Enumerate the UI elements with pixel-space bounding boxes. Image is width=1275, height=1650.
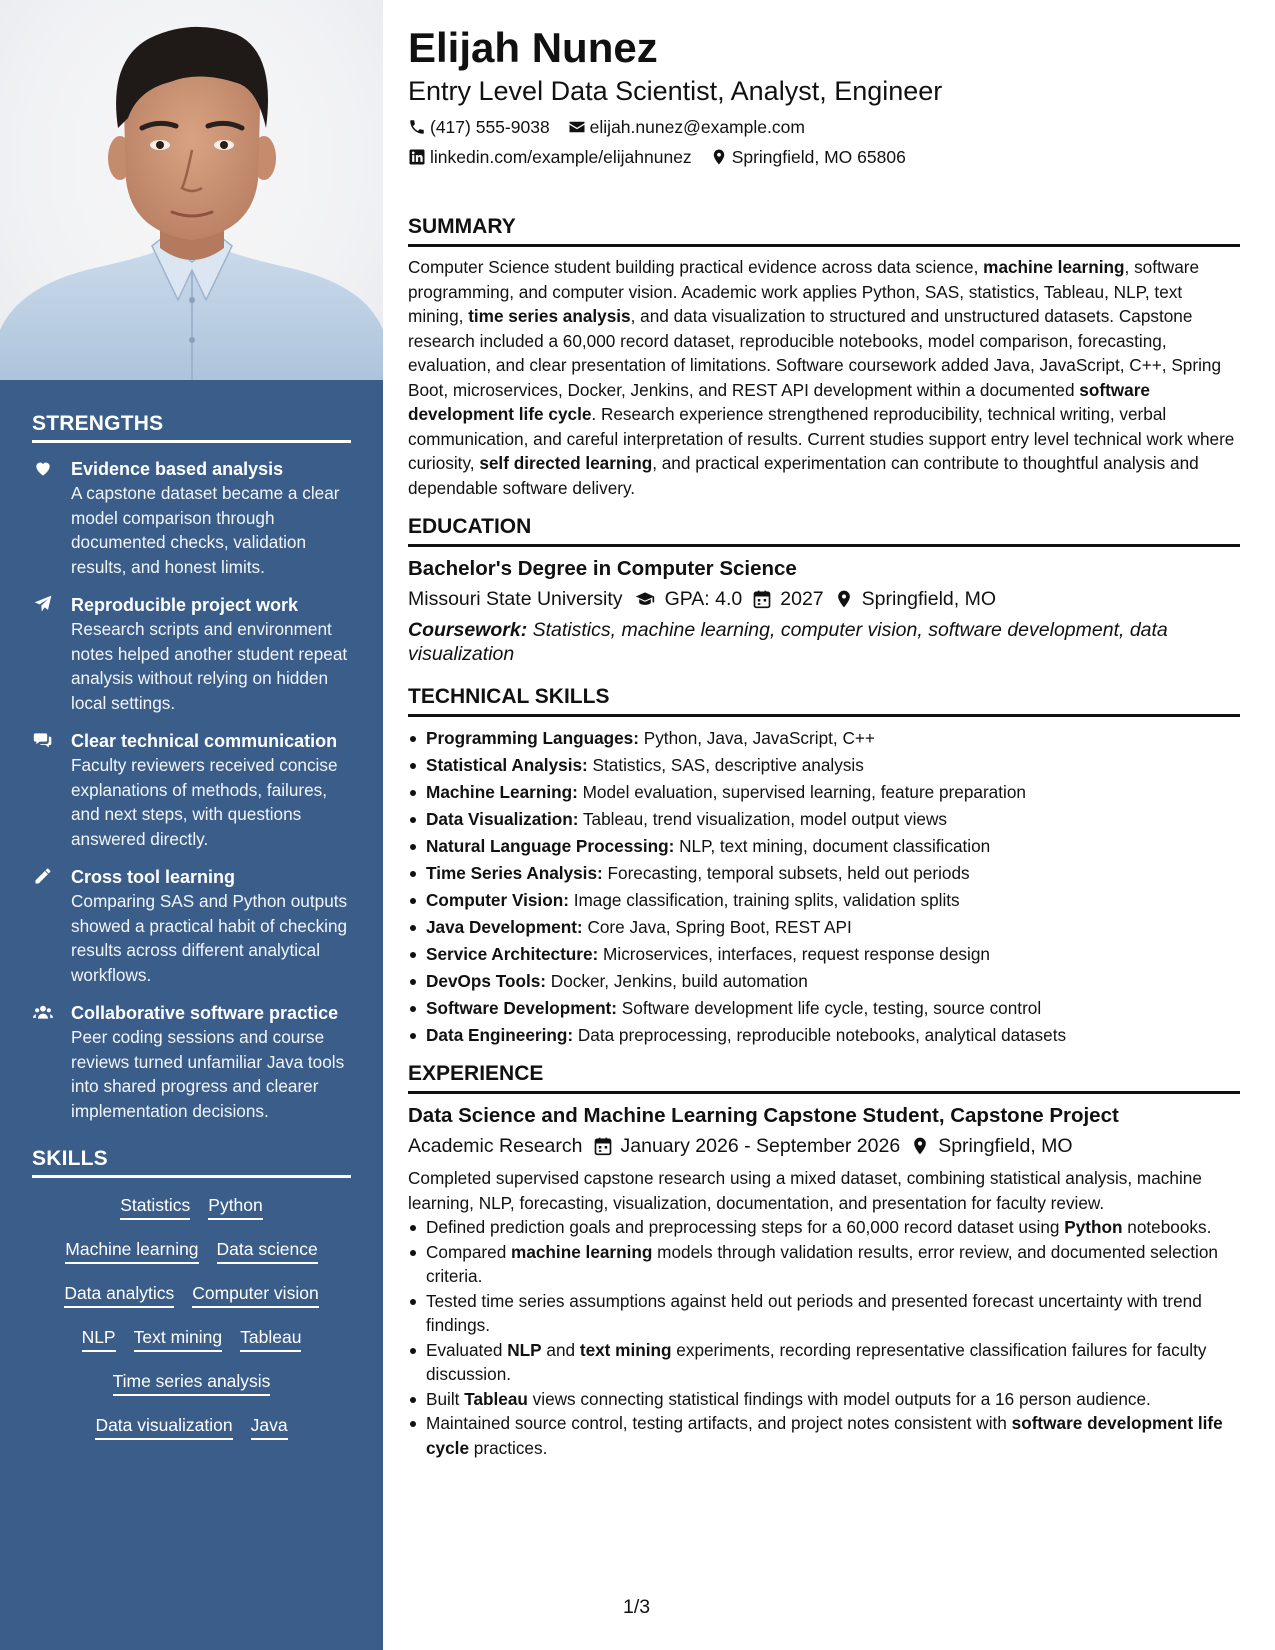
profile-photo bbox=[0, 0, 383, 380]
summary-keyword: time series analysis bbox=[468, 306, 631, 326]
skill-values: Tableau, trend visualization, model output views bbox=[578, 809, 947, 829]
users-icon bbox=[32, 1002, 54, 1022]
strength-title: Reproducible project work bbox=[71, 595, 299, 615]
strength-item bbox=[32, 865, 351, 987]
technical-skills-heading: TECHNICAL SKILLS bbox=[408, 684, 1240, 717]
experience-bullet bbox=[408, 1215, 1240, 1240]
coursework-label: Coursework: bbox=[408, 619, 528, 641]
technical-skill-item bbox=[408, 752, 1240, 779]
skill-category: Data Engineering: bbox=[426, 1025, 574, 1045]
candidate-title: Entry Level Data Scientist, Analyst, Engineer bbox=[408, 76, 943, 106]
summary-fragment: Computer Science student building practical evidence across data science, bbox=[408, 257, 984, 277]
candidate-name: Elijah Nunez bbox=[408, 24, 658, 71]
skill-chip: Data analytics bbox=[64, 1282, 174, 1308]
bullet-keyword: text mining bbox=[579, 1339, 672, 1360]
paper-plane-icon bbox=[32, 594, 54, 614]
map-marker-icon bbox=[910, 1136, 930, 1156]
skills-heading: SKILLS bbox=[32, 1147, 351, 1178]
strength-title: Collaborative software practice bbox=[71, 1003, 339, 1023]
bullet-fragment: Maintained source control, testing artifacts, and project notes consistent with bbox=[426, 1413, 1012, 1433]
summary-heading: SUMMARY bbox=[408, 214, 1240, 247]
job-meta bbox=[408, 1132, 1240, 1160]
summary-fragment: , and practical experimentation can contribute to thoughtful analysis and dependable software delivery. bbox=[408, 453, 1199, 498]
technical-skill-item bbox=[408, 968, 1240, 995]
bullet-fragment: Built bbox=[426, 1388, 465, 1409]
coursework bbox=[408, 618, 1240, 666]
bullet-keyword: NLP bbox=[507, 1339, 542, 1360]
summary-section bbox=[408, 214, 1240, 500]
email-text: elijah.nunez@example.com bbox=[589, 117, 805, 137]
degree-title: Bachelor's Degree in Computer Science bbox=[408, 557, 797, 580]
technical-skill-item bbox=[408, 887, 1240, 914]
experience-bullet bbox=[408, 1411, 1240, 1460]
job-dates-text: January 2026 - September 2026 bbox=[620, 1135, 901, 1157]
job-dates-item bbox=[593, 1132, 901, 1160]
skill-category: Natural Language Processing: bbox=[426, 836, 675, 856]
strengths-heading: STRENGTHS bbox=[32, 412, 351, 443]
skill-category: Time Series Analysis: bbox=[426, 863, 603, 883]
bullet-fragment: Evaluated bbox=[426, 1339, 508, 1360]
bullet-fragment: models through validation results, error review, and documented selection criteria. bbox=[426, 1241, 1218, 1286]
summary-text bbox=[408, 255, 1240, 500]
technical-skill-item bbox=[408, 995, 1240, 1022]
skill-row bbox=[32, 1282, 351, 1308]
strength-body: Comparing SAS and Python outputs showed a practical habit of checking results across different analytical workflows. bbox=[71, 891, 348, 985]
job-location-text: Springfield, MO bbox=[938, 1135, 1073, 1157]
experience-heading: EXPERIENCE bbox=[408, 1061, 1240, 1094]
location-text: Springfield, MO 65806 bbox=[731, 147, 906, 167]
job-description: Completed supervised capstone research using a mixed dataset, combining statistical analysis, machine learning, NLP, forecasting, visualization, documentation, and presentation for faculty review. bbox=[408, 1168, 1202, 1213]
strength-body: Peer coding sessions and course reviews turned unfamiliar Java tools into shared progress and clearer implementation decisions. bbox=[71, 1027, 345, 1121]
sidebar bbox=[0, 0, 383, 1650]
education-meta bbox=[408, 585, 1240, 613]
map-marker-icon bbox=[834, 589, 854, 609]
bullet-fragment: experiments, recording representative classification failures for faculty discussion. bbox=[426, 1339, 1207, 1384]
edu-location-text: Springfield, MO bbox=[861, 588, 997, 610]
skill-values: Image classification, training splits, validation splits bbox=[568, 890, 960, 910]
summary-keyword: software development life cycle bbox=[408, 379, 1150, 424]
strength-title: Evidence based analysis bbox=[71, 459, 284, 479]
email-contact[interactable] bbox=[568, 116, 805, 138]
heart-icon bbox=[32, 458, 54, 478]
contact-row-2 bbox=[408, 146, 1240, 168]
strength-item bbox=[32, 593, 351, 715]
technical-skill-item bbox=[408, 806, 1240, 833]
strength-title: Clear technical communication bbox=[71, 731, 338, 751]
skill-values: Core Java, Spring Boot, REST API bbox=[582, 917, 852, 937]
skill-values: Data preprocessing, reproducible notebooks, analytical datasets bbox=[573, 1025, 1067, 1045]
skill-row bbox=[32, 1238, 351, 1264]
summary-fragment: , software programming, and computer vision. Academic work applies Python, SAS, statistics, Tableau, NLP, text mining, bbox=[408, 257, 1200, 326]
skill-category: DevOps Tools: bbox=[426, 971, 547, 991]
technical-skill-item bbox=[408, 833, 1240, 860]
calendar-icon bbox=[752, 589, 772, 609]
year-item bbox=[752, 585, 823, 613]
location-contact bbox=[710, 146, 906, 168]
skill-values: Statistics, SAS, descriptive analysis bbox=[587, 755, 864, 775]
bullet-fragment: practices. bbox=[469, 1437, 548, 1458]
skill-chip: Machine learning bbox=[65, 1238, 198, 1264]
skill-values: Model evaluation, supervised learning, feature preparation bbox=[577, 782, 1026, 802]
contact-row-1 bbox=[408, 116, 1240, 138]
strength-item bbox=[32, 729, 351, 851]
bullet-fragment: notebooks. bbox=[1122, 1217, 1212, 1237]
school-name bbox=[408, 585, 623, 613]
education-section bbox=[408, 514, 1240, 666]
school-text: Missouri State University bbox=[408, 588, 623, 610]
technical-skill-item bbox=[408, 914, 1240, 941]
coursework-text: Statistics, machine learning, computer vision, software development, data visualization bbox=[408, 619, 1168, 665]
technical-skill-item bbox=[408, 1022, 1240, 1049]
summary-fragment: , and data visualization to structured and unstructured datasets. Capstone research included a 60,000 record dataset, reproducible notebooks, model comparison, forecasting, evaluation, and clear presentation of limitations. Software coursework added Java, JavaScript, C++, Spring Boot, microservices, Docker, Jenkins, and REST API development within a documented bbox=[408, 306, 1222, 400]
summary-keyword: self directed learning bbox=[479, 453, 653, 473]
strength-title: Cross tool learning bbox=[71, 867, 236, 887]
technical-skills-list bbox=[408, 725, 1240, 1049]
technical-skill-item bbox=[408, 725, 1240, 752]
technical-skill-item bbox=[408, 941, 1240, 968]
skill-row bbox=[32, 1414, 351, 1440]
skill-chip: Time series analysis bbox=[113, 1370, 271, 1396]
pencil-icon bbox=[32, 866, 54, 886]
skill-row bbox=[32, 1194, 351, 1220]
gpa-text: GPA: 4.0 bbox=[664, 588, 743, 610]
calendar-icon bbox=[593, 1136, 613, 1156]
experience-section bbox=[408, 1061, 1240, 1460]
org-item bbox=[408, 1132, 583, 1160]
bullet-keyword: machine learning bbox=[511, 1241, 653, 1262]
graduation-cap-icon bbox=[633, 589, 657, 609]
skill-chip: NLP bbox=[82, 1326, 116, 1352]
summary-fragment: . Research experience strengthened reproducibility, technical writing, verbal communication, and careful interpretation of results. Current studies support entry level technical work where curiosity, bbox=[408, 404, 1235, 473]
edu-location-item bbox=[834, 585, 996, 613]
strengths-list bbox=[32, 457, 351, 1123]
technical-skills-section bbox=[408, 684, 1240, 1049]
skill-category: Software Development: bbox=[426, 998, 618, 1018]
experience-bullets bbox=[408, 1215, 1240, 1460]
portrait-illustration bbox=[0, 0, 383, 380]
envelope-icon bbox=[568, 118, 586, 136]
bullet-fragment: and bbox=[541, 1339, 580, 1360]
skill-chip: Data visualization bbox=[95, 1414, 232, 1440]
main-content bbox=[408, 22, 1240, 1460]
education-heading: EDUCATION bbox=[408, 514, 1240, 547]
skill-values: Forecasting, temporal subsets, held out periods bbox=[602, 863, 970, 883]
skill-values: Docker, Jenkins, build automation bbox=[546, 971, 808, 991]
phone-text: (417) 555-9038 bbox=[430, 117, 550, 137]
bullet-fragment: Compared bbox=[426, 1241, 512, 1262]
linkedin-icon bbox=[408, 148, 426, 166]
page-number: 1/3 bbox=[623, 1596, 651, 1618]
strength-body: Research scripts and environment notes helped another student repeat analysis without relying on hidden local settings. bbox=[71, 619, 348, 713]
linkedin-text: linkedin.com/example/elijahnunez bbox=[430, 147, 692, 167]
strength-item bbox=[32, 457, 351, 579]
bullet-keyword: software development life cycle bbox=[426, 1413, 1223, 1458]
comments-icon bbox=[32, 730, 54, 750]
experience-bullet bbox=[408, 1387, 1240, 1412]
skill-chip: Tableau bbox=[240, 1326, 301, 1352]
experience-bullet bbox=[408, 1240, 1240, 1289]
skill-row bbox=[32, 1370, 351, 1396]
phone-contact[interactable] bbox=[408, 116, 550, 138]
experience-bullet bbox=[408, 1289, 1240, 1338]
gpa-item bbox=[633, 585, 743, 613]
org-text: Academic Research bbox=[408, 1135, 583, 1157]
bullet-keyword: Python bbox=[1064, 1217, 1123, 1237]
strengths-section bbox=[32, 412, 351, 1458]
skill-category: Service Architecture: bbox=[426, 944, 599, 964]
technical-skill-item bbox=[408, 779, 1240, 806]
map-marker-icon bbox=[710, 148, 728, 166]
skill-values: Software development life cycle, testing, source control bbox=[617, 998, 1042, 1018]
skill-values: Microservices, interfaces, request response design bbox=[598, 944, 990, 964]
experience-bullet bbox=[408, 1338, 1240, 1387]
summary-keyword: machine learning bbox=[983, 257, 1125, 277]
skill-category: Programming Languages: bbox=[426, 728, 639, 748]
skill-chip: Statistics bbox=[120, 1194, 190, 1220]
skill-chip: Computer vision bbox=[192, 1282, 318, 1308]
skill-category: Statistical Analysis: bbox=[426, 755, 588, 775]
bullet-fragment: Tested time series assumptions against held out periods and presented forecast uncertainty with trend findings. bbox=[426, 1290, 1202, 1335]
job-location-item bbox=[910, 1132, 1072, 1160]
job-title: Data Science and Machine Learning Capstone Student, Capstone Project bbox=[408, 1104, 1119, 1127]
skill-chip: Python bbox=[208, 1194, 262, 1220]
skill-chip: Text mining bbox=[134, 1326, 223, 1352]
linkedin-contact[interactable] bbox=[408, 146, 692, 168]
skills-chip-list bbox=[32, 1194, 351, 1440]
skill-row bbox=[32, 1326, 351, 1352]
skill-chip: Java bbox=[251, 1414, 288, 1440]
technical-skill-item bbox=[408, 860, 1240, 887]
strength-item bbox=[32, 1001, 351, 1123]
skill-chip: Data science bbox=[217, 1238, 318, 1264]
year-text: 2027 bbox=[780, 588, 824, 610]
skill-category: Computer Vision: bbox=[426, 890, 569, 910]
bullet-fragment: views connecting statistical findings with model outputs for a 16 person audience. bbox=[527, 1388, 1151, 1409]
skill-category: Java Development: bbox=[426, 917, 583, 937]
bullet-fragment: Defined prediction goals and preprocessing steps for a 60,000 record dataset using bbox=[426, 1217, 1065, 1237]
skill-values: NLP, text mining, document classification bbox=[674, 836, 991, 856]
strength-body: A capstone dataset became a clear model comparison through documented checks, validation results, and honest limits. bbox=[71, 483, 340, 577]
skill-category: Machine Learning: bbox=[426, 782, 578, 802]
phone-icon bbox=[408, 118, 426, 136]
skill-category: Data Visualization: bbox=[426, 809, 579, 829]
strength-body: Faculty reviewers received concise explanations of methods, failures, and next steps, with questions answered directly. bbox=[71, 755, 338, 849]
bullet-keyword: Tableau bbox=[464, 1388, 528, 1409]
skill-values: Python, Java, JavaScript, C++ bbox=[638, 728, 875, 748]
